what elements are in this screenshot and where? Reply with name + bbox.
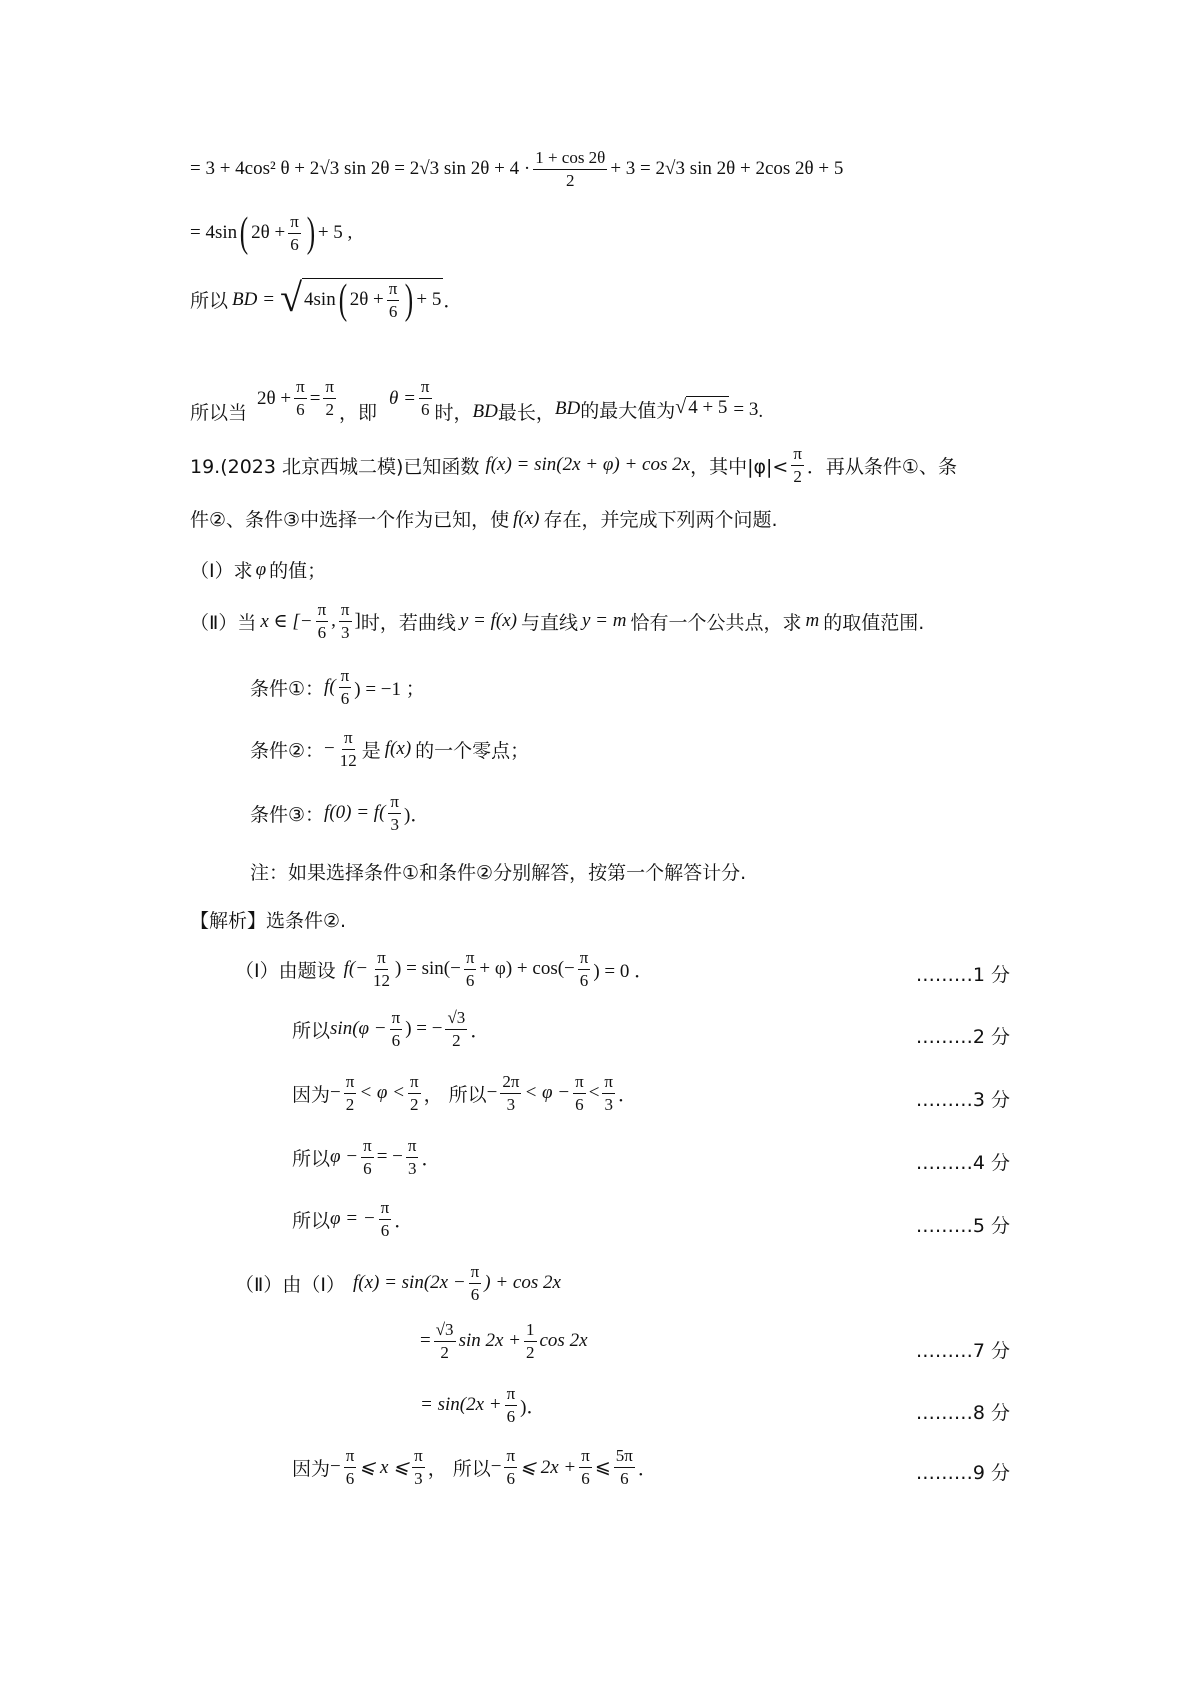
question-text: 的值； [269,560,327,582]
sqrt: √ 4sin ( 2θ + $\frac{\pi}{6}$ ) + 5 [280,275,442,324]
fraction: $\frac{\pi}{6}$ [317,600,327,642]
derivation-line-2 [190,210,353,257]
step-text: ， 所以 [427,1457,491,1480]
score-5: ………5 分 [915,1215,1010,1237]
solution-step-5 [292,1198,413,1240]
solution-step-6 [235,1262,561,1304]
problem-text: ，其中|φ|< [690,455,789,478]
fraction: $\frac{\pi}{6}$ [296,377,305,419]
step-text: 因为 [292,1083,331,1106]
expr-text: + 5 , [317,222,353,244]
expr-text: − [490,1456,502,1478]
fraction: $\frac{\pi}{6}$ [506,1446,516,1488]
paren-left: ( [239,210,249,257]
expr-text: ) = −1 ； [354,678,425,700]
var: BD [472,400,498,422]
expr-text: sin 2x + [458,1330,521,1352]
expr-text: y = m [582,610,627,632]
fraction: $\frac{\pi}{3}$ [340,600,350,642]
var: φ [255,558,267,580]
expr-text: ． [618,1084,638,1106]
problem-text: 存在，并完成下列两个问题. [543,509,778,531]
question-1 [190,556,326,583]
step-text: 所以 [292,1209,331,1232]
solution-step-4 [292,1136,441,1178]
solution-step-9 [292,1446,657,1488]
expr-text: − [330,1082,341,1104]
question-text: 与直线 [520,611,578,634]
expr-text: ． [394,1210,414,1232]
expr-text: y = f(x) [459,610,517,632]
score-8: ………8 分 [915,1402,1010,1424]
question-text: （Ⅱ）当 [190,611,257,634]
fraction: $\frac{\pi}{6}$ [391,1008,401,1050]
fraction: $\frac{\pi}{6}$ [420,377,430,419]
fraction: $\frac{\pi}{2}$ [409,1072,419,1114]
expr-text: ] [354,610,361,632]
score-2: ………2 分 [915,1026,1010,1048]
text: ． [443,290,463,313]
condition-label: 条件①： [250,677,325,700]
fraction: $\frac{2\pi}{3}$ [502,1072,520,1114]
fraction: $\frac{\pi}{6}$ [340,666,350,708]
condition-1 [250,666,425,708]
expr-text: = − [376,1146,403,1168]
expr-text: . [758,400,764,422]
derivation-line-1 [190,148,843,190]
expr-text: = [420,1330,431,1352]
solution-step-3 [292,1072,637,1114]
sqrt: √ 4 + 5 [675,396,728,418]
expr-text: f(x) = sin(2x − [352,1272,466,1294]
expr-text: + φ) + cos(− [479,958,575,980]
expr-text: ) = − [405,1018,443,1040]
question-text: （Ⅰ）求 [190,560,253,582]
function-expr: f(x) [513,507,540,529]
solution-heading [190,906,346,933]
fraction: $\frac{\pi}{6}$ [380,1198,390,1240]
expr-text: = 3 + 4cos² θ + 2√3 sin 2θ = 2√3 sin 2θ + 4 · [190,158,531,180]
expr-text: = [309,387,321,409]
expr-text: ⩽ [594,1456,611,1478]
expr-text: = [263,288,275,310]
expr-text: = 4sin [190,222,238,244]
expr-text: )． [404,804,430,826]
expr-text: φ = − [330,1208,376,1230]
fraction: $\frac{\pi}{6}$ [506,1384,516,1426]
text: 的最大值为 [580,400,676,422]
score-4: ………4 分 [915,1152,1010,1174]
expr-text: f( [324,676,336,698]
condition-text: 是 [361,739,381,762]
condition-2 [250,728,529,770]
text: 时， [434,402,473,424]
note [250,858,746,885]
expr-text: ． [421,1148,441,1170]
expr-text: ) = sin(− [395,958,461,980]
expr-text: 2θ + [251,222,286,244]
paren-right: ) [405,277,414,324]
expr-text: 2θ + [257,387,292,409]
var: BD [554,397,581,419]
function-expr: f(x) [384,738,412,760]
condition-3 [250,792,429,834]
condition-label: 条件③： [250,803,325,826]
fraction: $\frac{\pi}{12}$ [339,728,357,770]
step-text: 所以 [292,1019,331,1042]
paren-left: ( [338,277,347,324]
step-text: ， 所以 [423,1083,487,1106]
fraction: $\frac{\pi}{6}$ [363,1136,372,1178]
problem-line-2 [190,505,778,532]
step-text: 所以 [292,1147,331,1170]
expr-text: = sin(2x + [420,1394,502,1416]
fraction: $\frac{√3}{2}$ [447,1008,466,1050]
fraction: $\frac{\pi}{6}$ [579,948,589,990]
solution-step-8 [420,1384,546,1426]
solution-step-2 [292,1008,489,1050]
fraction: $\frac{\pi}{6}$ [465,948,475,990]
question-text: 恰有一个公共点，求 [630,611,802,634]
expr-text: θ = [389,387,416,409]
problem-text: 19.(2023 北京西城二模)已知函数 [190,455,480,478]
expr-text: ． [637,1458,657,1480]
expr-text: φ − [330,1146,359,1168]
step-text: （Ⅰ）由题设 [235,959,336,982]
var: BD [232,288,258,310]
fraction: $\frac{\pi}{3}$ [604,1072,613,1114]
derivation-line-3 [190,275,463,324]
solution-step-1 [235,948,653,990]
expr-text: cos 2x [539,1330,588,1352]
fraction: $\frac{1}{2}$ [526,1320,535,1362]
text: 最长， [497,402,555,424]
expr-text: − [324,738,335,760]
score-1: ………1 分 [915,964,1010,986]
note-text: 注：如果选择条件①和条件②分别解答，按第一个解答计分. [250,862,747,884]
paren-right: ) [306,210,316,257]
fraction: $\frac{√3}{2}$ [435,1320,454,1362]
expr-text: < φ − [524,1082,571,1104]
expr-text: ． [470,1020,490,1042]
var: m [805,610,820,632]
question-2 [190,600,924,642]
derivation-line-4 [190,372,763,425]
fraction: $\frac{\pi}{3}$ [390,792,400,834]
question-text: 的取值范围. [823,611,925,634]
expr-text: 4sin [304,289,336,311]
expr-text: , [331,610,336,632]
expr-text: f(− [343,958,369,980]
problem-text: 件②、条件③中选择一个作为已知，使 [190,509,510,531]
text: 所以当 [190,402,248,424]
expr-text: f(0) = f( [324,802,386,824]
fraction: $\frac{\pi}{2}$ [325,377,334,419]
expr-text: < [588,1082,600,1104]
fraction: $\frac{\pi}{3}$ [407,1136,417,1178]
function-expr: f(x) = sin(2x + φ) + cos 2x [485,454,691,476]
solution-step-7 [420,1320,588,1362]
expr-text: + 5 [416,289,442,311]
expr-text: ⩽ x ⩽ [359,1456,410,1478]
expr-text: = 3 [733,398,759,420]
fraction: $\frac{\pi}{6}$ [388,279,398,321]
expr-text: ) = 0 ． [593,960,654,982]
problem-line-1 [190,444,957,486]
question-text: 时，若曲线 [360,611,456,634]
solution-title: 【解析】选条件②. [190,910,347,932]
fraction: $\frac{5\pi}{6}$ [615,1446,633,1488]
step-text: 因为 [292,1457,331,1480]
fraction: $\frac{\pi}{6}$ [290,212,299,254]
expr-text: ) + cos 2x [484,1272,561,1294]
text: ，即 [339,402,378,424]
expr-text: )． [520,1396,546,1418]
fraction: $\frac{\pi}{3}$ [414,1446,423,1488]
expr-text: sin(φ − [330,1018,387,1040]
expr-text: < φ < [359,1082,405,1104]
fraction: $\frac{\pi}{2}$ [345,1072,355,1114]
fraction: $\frac{\pi}{2}$ [793,444,802,486]
score-7: ………7 分 [915,1340,1010,1362]
expr-text: 2θ + [349,289,384,311]
score-3: ………3 分 [915,1089,1010,1111]
expr-text: ⩽ 2x + [520,1456,577,1478]
problem-text: ．再从条件①、条 [806,455,957,478]
fraction: $\frac{\pi}{6}$ [345,1446,355,1488]
fraction: $\frac{\pi}{6}$ [575,1072,584,1114]
expr-text: + 3 = 2√3 sin 2θ + 2cos 2θ + 5 [610,158,844,180]
fraction: $\frac{1 + \cos 2\theta}{2}$ [535,148,606,190]
condition-text: 的一个零点； [415,739,530,762]
expr-text: − [486,1082,498,1104]
text: 所以 [190,290,229,313]
fraction: $\frac{\pi}{6}$ [581,1446,590,1488]
score-9: ………9 分 [915,1462,1010,1484]
fraction: $\frac{\pi}{12}$ [373,948,391,990]
expr-text: x ∈ [− [260,610,313,632]
fraction: $\frac{\pi}{6}$ [470,1262,480,1304]
expr-text: − [330,1456,341,1478]
condition-label: 条件②： [250,739,325,762]
step-text: （Ⅱ）由（Ⅰ） [235,1273,345,1296]
